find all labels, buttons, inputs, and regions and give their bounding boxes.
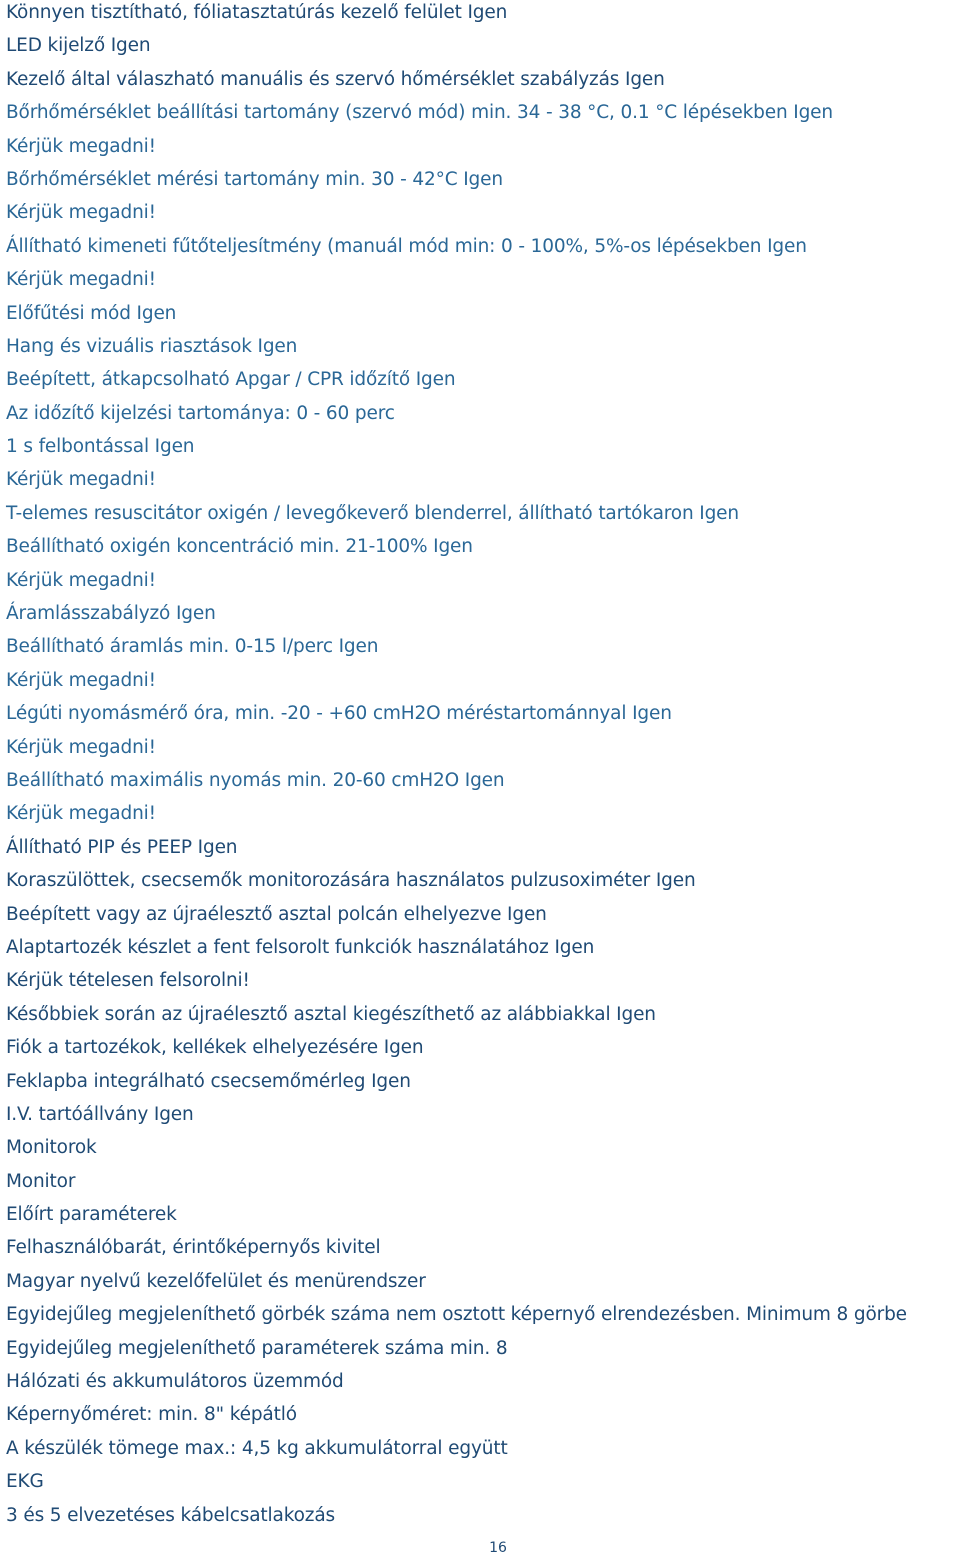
spec-line: Kérjük megadni! [6, 269, 156, 291]
spec-line: Monitorok [6, 1137, 97, 1159]
spec-line: Bőrhőmérséklet beállítási tartomány (szervó mód) min. 34 - 38 °C, 0.1 °C lépésekben Igen [6, 102, 833, 124]
spec-line: Kérjük megadni! [6, 736, 156, 758]
spec-line: Beépített vagy az újraélesztő asztal polcán elhelyezve Igen [6, 903, 547, 925]
spec-line: Kérjük megadni! [6, 202, 156, 224]
spec-line: Állítható kimeneti fűtőteljesítmény (manuál mód min: 0 - 100%, 5%-os lépésekben Igen [6, 235, 807, 257]
spec-line: Beállítható oxigén koncentráció min. 21-100% Igen [6, 536, 473, 558]
spec-line: Feklapba integrálható csecsemőmérleg Igen [6, 1070, 411, 1092]
spec-line: Fiók a tartozékok, kellékek elhelyezésére Igen [6, 1037, 424, 1059]
spec-line: Bőrhőmérséklet mérési tartomány min. 30 - 42°C Igen [6, 168, 503, 190]
spec-line: Beállítható maximális nyomás min. 20-60 cmH2O Igen [6, 769, 505, 791]
spec-line: Hang és vizuális riasztások Igen [6, 335, 298, 357]
spec-line: Előírt paraméterek [6, 1204, 177, 1226]
spec-line: EKG [6, 1471, 44, 1493]
spec-line: Kezelő által válaszható manuális és szervó hőmérséklet szabályzás Igen [6, 68, 665, 90]
spec-line: Beállítható áramlás min. 0-15 l/perc Igen [6, 636, 379, 658]
spec-line: Alaptartozék készlet a fent felsorolt funkciók használatához Igen [6, 936, 595, 958]
spec-line: 1 s felbontással Igen [6, 436, 195, 458]
spec-line: Felhasználóbarát, érintőképernyős kivitel [6, 1237, 381, 1259]
spec-line: Kérjük megadni! [6, 803, 156, 825]
spec-line: Egyidejűleg megjeleníthető görbék száma nem osztott képernyő elrendezésben. Minimum 8 görbe [6, 1304, 907, 1326]
spec-line: Hálózati és akkumulátoros üzemmód [6, 1371, 344, 1393]
spec-line: T-elemes resuscitátor oxigén / levegőkeverő blenderrel, állítható tartókaron Igen [6, 502, 739, 524]
spec-line: Kérjük megadni! [6, 569, 156, 591]
spec-line: Későbbiek során az újraélesztő asztal kiegészíthető az alábbiakkal Igen [6, 1003, 656, 1025]
spec-line: I.V. tartóállvány Igen [6, 1103, 194, 1125]
spec-line: Monitor [6, 1170, 76, 1192]
spec-line: Egyidejűleg megjeleníthető paraméterek száma min. 8 [6, 1337, 508, 1359]
spec-line: LED kijelző Igen [6, 35, 151, 57]
spec-line: 3 és 5 elvezetéses kábelcsatlakozás [6, 1504, 335, 1526]
spec-line: Kérjük tételesen felsorolni! [6, 970, 250, 992]
spec-line: Állítható PIP és PEEP Igen [6, 836, 238, 858]
spec-line: Magyar nyelvű kezelőfelület és menürendszer [6, 1270, 426, 1292]
spec-line: Koraszülöttek, csecsemők monitorozására használatos pulzusoximéter Igen [6, 870, 696, 892]
spec-line: Kérjük megadni! [6, 469, 156, 491]
spec-list [6, 0, 958, 1536]
spec-line: Az időzítő kijelzési tartománya: 0 - 60 perc [6, 402, 395, 424]
page-number: 16 [489, 1540, 507, 1556]
spec-line: Áramlásszabályzó Igen [6, 603, 216, 625]
spec-line: A készülék tömege max.: 4,5 kg akkumulátorral együtt [6, 1437, 508, 1459]
spec-line: Beépített, átkapcsolható Apgar / CPR időzítő Igen [6, 369, 456, 391]
spec-line: Könnyen tisztítható, fóliatasztatúrás kezelő felület Igen [6, 2, 508, 23]
spec-line: Előfűtési mód Igen [6, 302, 177, 324]
spec-line: Kérjük megadni! [6, 135, 156, 157]
spec-line: Képernyőméret: min. 8" képátló [6, 1404, 297, 1426]
spec-line: Légúti nyomásmérő óra, min. -20 - +60 cmH2O méréstartománnyal Igen [6, 703, 672, 725]
spec-line: Kérjük megadni! [6, 669, 156, 691]
